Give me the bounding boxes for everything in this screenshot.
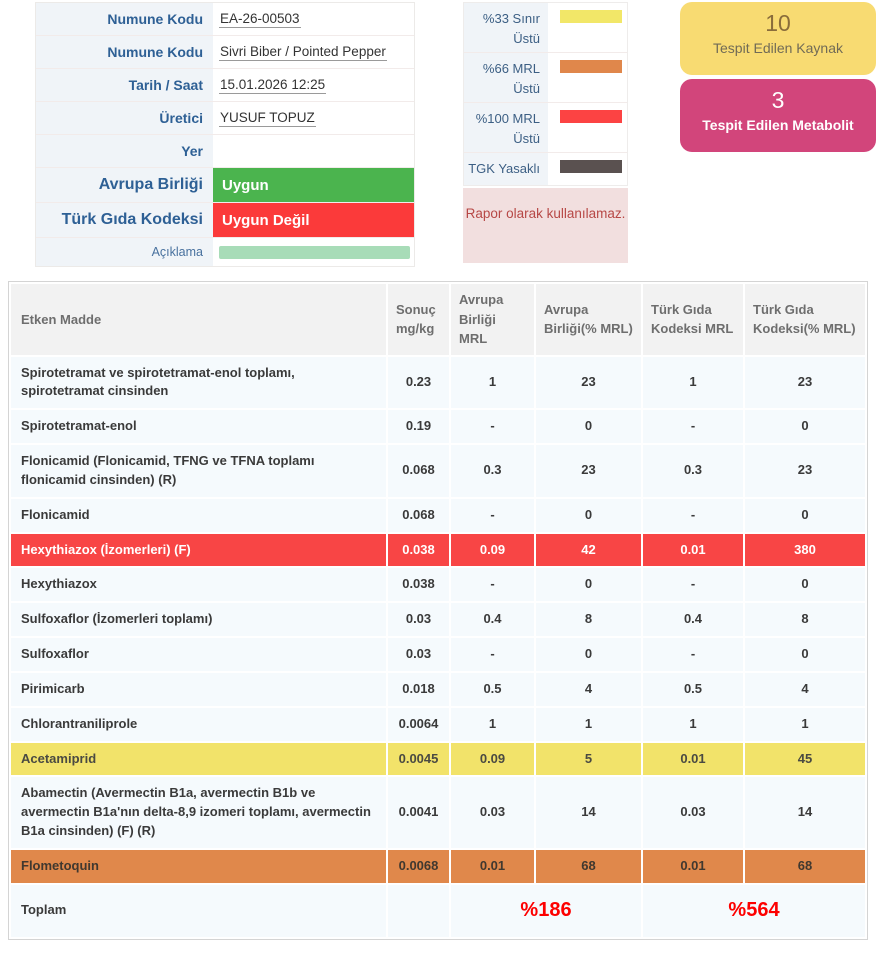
sample-field-value-cell [213, 36, 414, 68]
substance-name: Acetamiprid [11, 743, 386, 776]
result-mg-kg: 0.0068 [388, 850, 449, 883]
sample-info-row [36, 3, 414, 36]
result-mg-kg: 0.068 [388, 499, 449, 532]
tgk-mrl-percent-value: 8 [745, 603, 865, 636]
tgk-mrl-percent-value: 0 [745, 638, 865, 671]
tgk-mrl-percent-value: 0 [745, 410, 865, 443]
sample-field-label: Avrupa Birliği [36, 168, 213, 202]
sample-field-value[interactable]: Uygun Değil [213, 203, 414, 237]
eu-mrl-percent-value: 4 [536, 673, 641, 706]
result-mg-kg: 0.03 [388, 603, 449, 636]
tgk-mrl-percent-value: 23 [745, 357, 865, 409]
detected-source-badge [680, 2, 876, 75]
tgk-mrl-percent-value: 23 [745, 445, 865, 497]
tgk-mrl-percent-value: 1 [745, 708, 865, 741]
col-header-tgk-mrl-percent: Türk Gıda Kodeksi(% MRL) [745, 284, 865, 355]
result-mg-kg: 0.0064 [388, 708, 449, 741]
result-mg-kg: 0.0041 [388, 777, 449, 848]
report-disclaimer: Rapor olarak kullanılamaz. [463, 188, 628, 263]
col-header-sonuc: Sonuç mg/kg [388, 284, 449, 355]
eu-mrl-percent-value: 0 [536, 568, 641, 601]
total-label: Toplam [11, 885, 386, 937]
substance-name: Abamectin (Avermectin B1a, avermectin B1b ve avermectin B1a'nın delta-8,9 izomeri toplamı, avermectin B1a cinsinden) (F) (R) [11, 777, 386, 848]
eu-mrl-percent-value: 1 [536, 708, 641, 741]
eu-mrl-value: 1 [451, 357, 534, 409]
result-mg-kg: 0.03 [388, 638, 449, 671]
eu-mrl-value: - [451, 410, 534, 443]
substance-name: Flonicamid (Flonicamid, TFNG ve TFNA toplamı flonicamid cinsinden) (R) [11, 445, 386, 497]
eu-mrl-percent-value: 68 [536, 850, 641, 883]
eu-mrl-percent-value: 0 [536, 499, 641, 532]
substance-name: Pirimicarb [11, 673, 386, 706]
legend-swatch-cell [548, 103, 627, 152]
sample-field-value-cell [213, 3, 414, 35]
tgk-mrl-percent-value: 45 [745, 743, 865, 776]
sample-field-value[interactable] [219, 246, 410, 259]
result-row [11, 499, 865, 532]
result-row [11, 357, 865, 409]
eu-mrl-value: 0.03 [451, 777, 534, 848]
tgk-mrl-percent-value: 380 [745, 534, 865, 567]
tgk-mrl-value: 1 [643, 708, 743, 741]
legend-label: %66 MRL Üstü [464, 53, 548, 102]
substance-name: Sulfoxaflor [11, 638, 386, 671]
tgk-mrl-value: - [643, 568, 743, 601]
results-table [8, 281, 868, 940]
sample-field-value[interactable]: Uygun [213, 168, 414, 202]
result-row [11, 777, 865, 848]
total-tgk-percent: %564 [643, 885, 865, 937]
detected-metabolite-badge [680, 79, 876, 152]
legend-color-swatch [560, 10, 622, 23]
result-row [11, 568, 865, 601]
tgk-mrl-value: 0.5 [643, 673, 743, 706]
substance-name: Hexythiazox [11, 568, 386, 601]
detected-metabolite-label: Tespit Edilen Metabolit [702, 116, 854, 133]
legend-swatch-cell [548, 3, 627, 52]
eu-mrl-percent-value: 0 [536, 410, 641, 443]
result-row [11, 603, 865, 636]
sample-field-value[interactable]: 15.01.2026 12:25 [220, 76, 326, 92]
eu-mrl-value: - [451, 499, 534, 532]
eu-mrl-value: 0.3 [451, 445, 534, 497]
substance-name: Spirotetramat ve spirotetramat-enol toplamı, spirotetramat cinsinden [11, 357, 386, 409]
tgk-mrl-value: 0.01 [643, 850, 743, 883]
result-row [11, 410, 865, 443]
result-mg-kg: 0.19 [388, 410, 449, 443]
eu-mrl-percent-value: 14 [536, 777, 641, 848]
legend-row [464, 103, 627, 153]
col-header-eu-mrl: Avrupa Birliği MRL [451, 284, 534, 355]
sample-info-row [36, 102, 414, 135]
substance-name: Chlorantraniliprole [11, 708, 386, 741]
eu-mrl-value: - [451, 638, 534, 671]
tgk-mrl-value: 0.4 [643, 603, 743, 636]
eu-mrl-percent-value: 23 [536, 357, 641, 409]
results-table-footer [11, 885, 865, 937]
sample-field-label: Açıklama [36, 238, 213, 266]
result-mg-kg: 0.038 [388, 568, 449, 601]
substance-name: Sulfoxaflor (İzomerleri toplamı) [11, 603, 386, 636]
result-mg-kg: 0.038 [388, 534, 449, 567]
legend-row [464, 53, 627, 103]
detected-source-count: 10 [765, 10, 791, 36]
legend-color-swatch [560, 60, 622, 73]
result-mg-kg: 0.018 [388, 673, 449, 706]
sample-field-value-cell [213, 102, 414, 134]
result-row [11, 708, 865, 741]
sample-info-row [36, 168, 414, 203]
eu-mrl-value: 0.09 [451, 743, 534, 776]
col-header-eu-mrl-percent: Avrupa Birliği(% MRL) [536, 284, 641, 355]
results-table-body [11, 357, 865, 883]
sample-field-label: Numune Kodu [36, 36, 213, 68]
sample-field-label: Tarih / Saat [36, 69, 213, 101]
eu-mrl-value: - [451, 568, 534, 601]
sample-info-row [36, 69, 414, 102]
col-header-etken-madde: Etken Madde [11, 284, 386, 355]
result-row [11, 743, 865, 776]
tgk-mrl-percent-value: 0 [745, 568, 865, 601]
tgk-mrl-value: - [643, 638, 743, 671]
sample-field-value-cell [213, 135, 414, 167]
sample-field-label: Yer [36, 135, 213, 167]
total-eu-percent: %186 [451, 885, 641, 937]
detected-metabolite-count: 3 [771, 87, 785, 113]
legend-label: %33 Sınır Üstü [464, 3, 548, 52]
sample-field-value-cell [213, 203, 414, 237]
sample-info-panel [35, 2, 415, 267]
legend-row [464, 3, 627, 53]
sample-field-label: Numune Kodu [36, 3, 213, 35]
tgk-mrl-percent-value: 14 [745, 777, 865, 848]
total-row [11, 885, 865, 937]
sample-info-row [36, 36, 414, 69]
sample-field-value-cell [213, 168, 414, 202]
eu-mrl-value: 0.09 [451, 534, 534, 567]
tgk-mrl-value: 1 [643, 357, 743, 409]
tgk-mrl-percent-value: 4 [745, 673, 865, 706]
eu-mrl-percent-value: 0 [536, 638, 641, 671]
sample-info-row [36, 135, 414, 168]
tgk-mrl-percent-value: 68 [745, 850, 865, 883]
result-mg-kg: 0.0045 [388, 743, 449, 776]
sample-field-value[interactable]: EA-26-00503 [220, 10, 300, 26]
tgk-mrl-value: - [643, 499, 743, 532]
col-header-tgk-mrl: Türk Gıda Kodeksi MRL [643, 284, 743, 355]
eu-mrl-value: 0.4 [451, 603, 534, 636]
substance-name: Flometoquin [11, 850, 386, 883]
eu-mrl-percent-value: 42 [536, 534, 641, 567]
sample-field-value-cell [213, 238, 414, 266]
substance-name: Flonicamid [11, 499, 386, 532]
legend-color-swatch [560, 110, 622, 123]
substance-name: Hexythiazox (İzomerleri) (F) [11, 534, 386, 567]
sample-field-value[interactable]: YUSUF TOPUZ [220, 109, 315, 125]
legend-row [464, 153, 627, 185]
eu-mrl-value: 0.01 [451, 850, 534, 883]
eu-mrl-percent-value: 8 [536, 603, 641, 636]
result-row [11, 534, 865, 567]
sample-info-row [36, 203, 414, 238]
total-empty-cell [388, 885, 449, 937]
result-mg-kg: 0.068 [388, 445, 449, 497]
result-row [11, 638, 865, 671]
mrl-legend [463, 2, 628, 186]
sample-info-row [36, 238, 414, 266]
detected-source-label: Tespit Edilen Kaynak [713, 39, 843, 56]
result-row [11, 673, 865, 706]
tgk-mrl-value: 0.01 [643, 534, 743, 567]
tgk-mrl-value: 0.03 [643, 777, 743, 848]
result-row [11, 850, 865, 883]
substance-name: Spirotetramat-enol [11, 410, 386, 443]
tgk-mrl-value: - [643, 410, 743, 443]
tgk-mrl-value: 0.01 [643, 743, 743, 776]
top-area [0, 0, 878, 281]
sample-field-label: Üretici [36, 102, 213, 134]
sample-field-value-cell [213, 69, 414, 101]
result-row [11, 445, 865, 497]
result-mg-kg: 0.23 [388, 357, 449, 409]
legend-label: TGK Yasaklı [464, 153, 548, 185]
results-table-header [11, 284, 865, 355]
eu-mrl-value: 0.5 [451, 673, 534, 706]
sample-field-value[interactable]: Sivri Biber / Pointed Pepper [220, 43, 386, 59]
tgk-mrl-percent-value: 0 [745, 499, 865, 532]
eu-mrl-percent-value: 5 [536, 743, 641, 776]
eu-mrl-value: 1 [451, 708, 534, 741]
sample-field-value[interactable] [219, 151, 221, 152]
sample-field-label: Türk Gıda Kodeksi [36, 203, 213, 237]
legend-swatch-cell [548, 153, 627, 185]
eu-mrl-percent-value: 23 [536, 445, 641, 497]
legend-swatch-cell [548, 53, 627, 102]
legend-color-swatch [560, 160, 622, 173]
tgk-mrl-value: 0.3 [643, 445, 743, 497]
legend-label: %100 MRL Üstü [464, 103, 548, 152]
